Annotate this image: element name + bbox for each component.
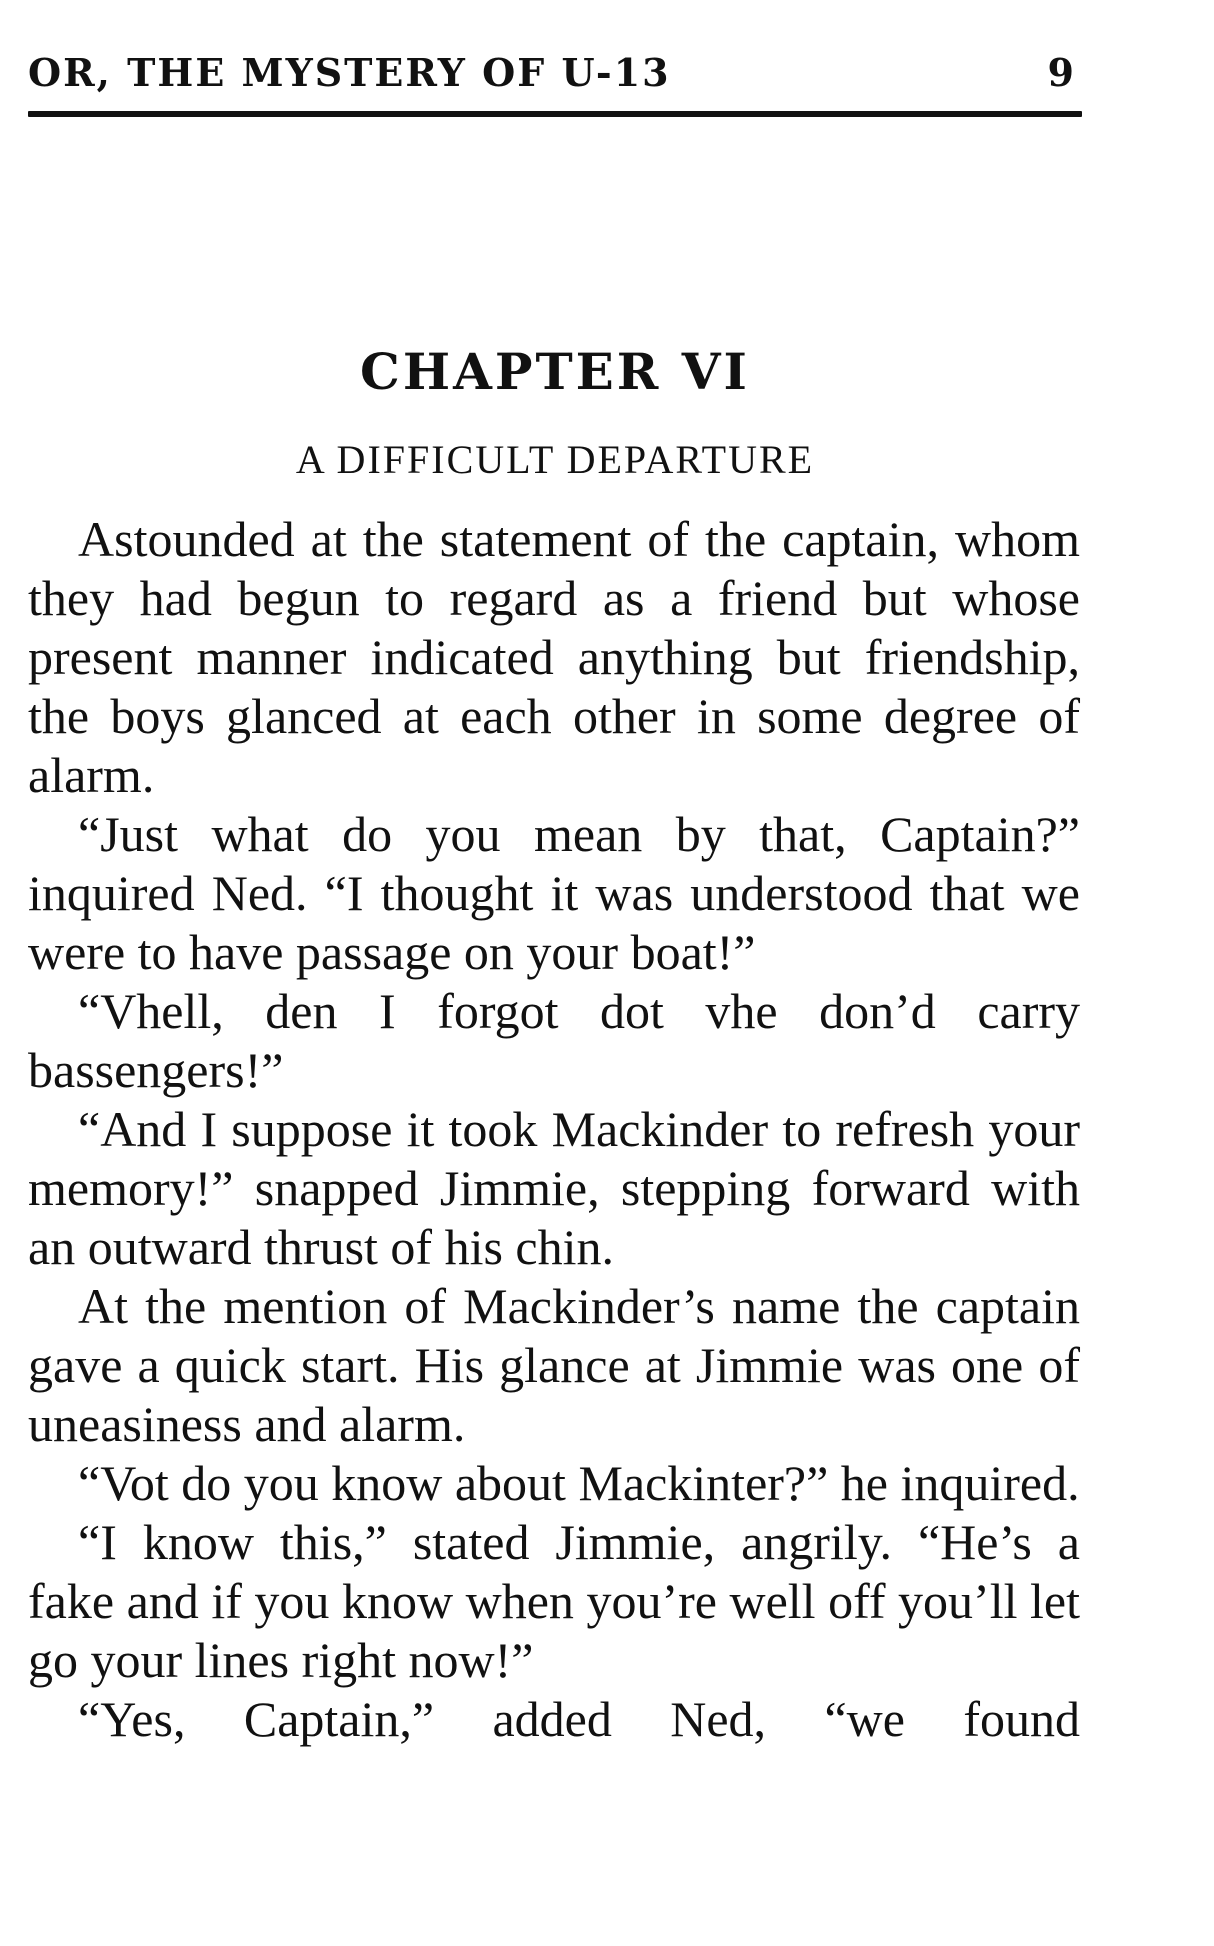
paragraph: “Vhell, den I forgot dot vhe don’d carry bassengers!” <box>28 983 1080 1098</box>
paragraph: “Yes, Captain,” added Ned, “we found <box>78 1691 1080 1747</box>
paragraph: “Just what do you mean by that, Captain?” inquired Ned. “I thought it was understood that we were to have passage on your boat!” <box>28 806 1080 980</box>
paragraph: “And I suppose it took Mackinder to refresh your memory!” snapped Jimmie, stepping forward with an outward thrust of his chin. <box>28 1101 1080 1275</box>
paragraph: At the mention of Mackinder’s name the captain gave a quick start. His glance at Jimmie was one of uneasiness and alarm. <box>28 1278 1080 1452</box>
header-rule <box>28 111 1082 117</box>
chapter-title: A DIFFICULT DEPARTURE <box>295 437 815 482</box>
running-head <box>28 50 1082 94</box>
page-number: 9 <box>1047 50 1076 95</box>
paragraph: “I know this,” stated Jimmie, angrily. “He’s a fake and if you know when you’re well off you’ll let go your lines right now!” <box>28 1514 1080 1688</box>
body-text <box>28 510 1080 1749</box>
paragraph: Astounded at the statement of the captain, whom they had begun to regard as a friend but whose present manner indicated anything but friendship, the boys glanced at each other in some degree of alarm. <box>28 511 1080 803</box>
running-head-title: OR, THE MYSTERY OF U-13 <box>28 50 671 95</box>
chapter-number: CHAPTER VI <box>360 342 750 401</box>
paragraph: “Vot do you know about Mackinter?” he inquired. <box>78 1455 1080 1511</box>
